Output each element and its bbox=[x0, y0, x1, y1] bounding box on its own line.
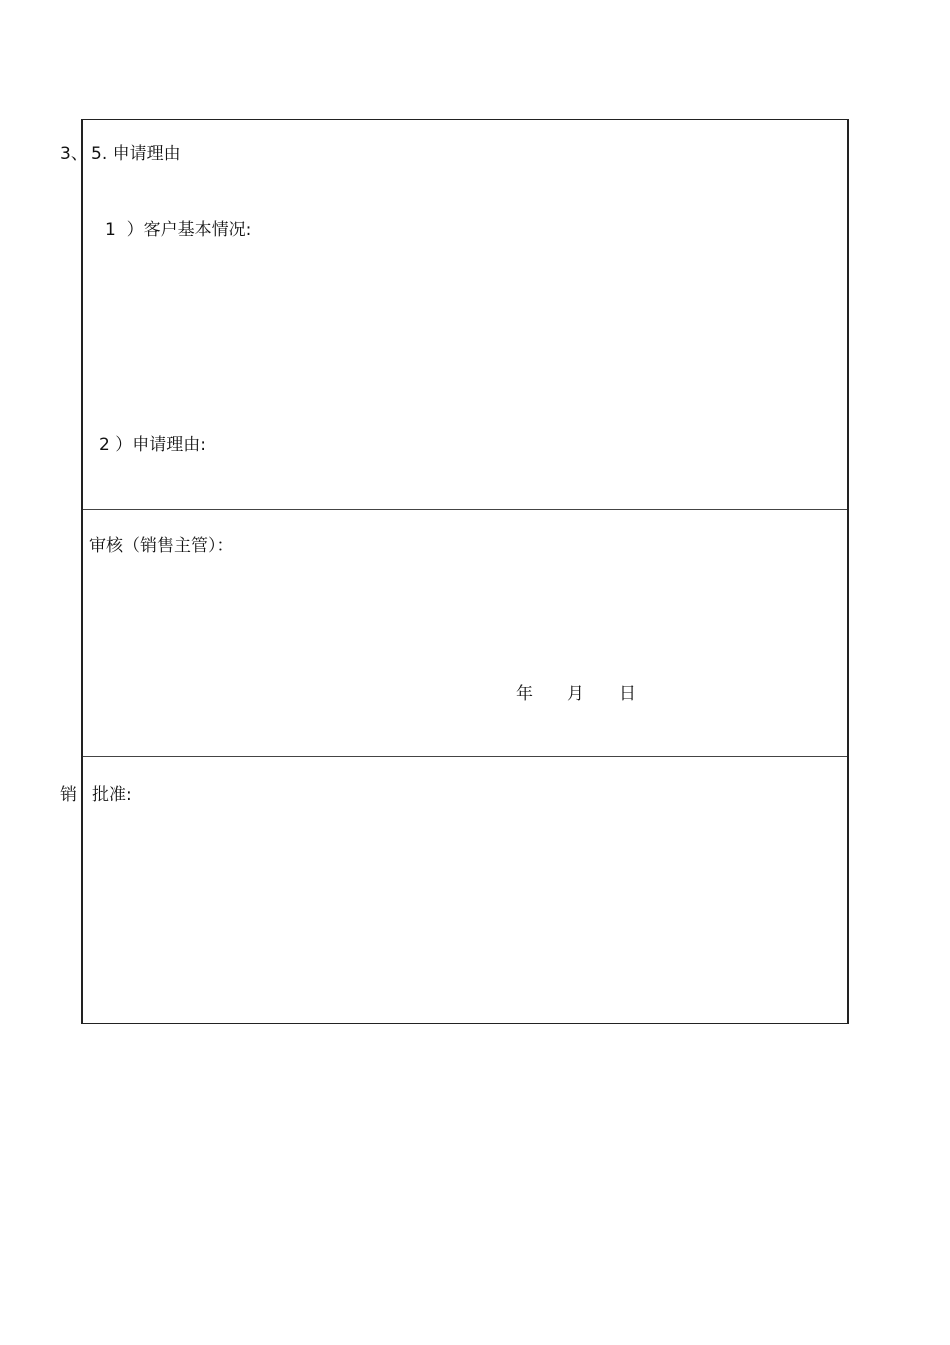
section-divider bbox=[83, 756, 847, 757]
side-label-top: 3、 bbox=[60, 144, 88, 164]
reason-title: 5. 申请理由 bbox=[91, 144, 181, 164]
reason-label: 2 ）申请理由: bbox=[99, 435, 206, 455]
date-month: 月 bbox=[567, 684, 584, 704]
date-day: 日 bbox=[619, 684, 636, 704]
section-divider bbox=[83, 509, 847, 510]
application-form bbox=[81, 119, 849, 1024]
side-label-bottom: 销 bbox=[60, 785, 77, 805]
customer-info-label: 1 ）客户基本情况: bbox=[105, 220, 252, 240]
date-year: 年 bbox=[516, 684, 533, 704]
approve-label: 批准: bbox=[92, 785, 132, 805]
review-label: 审核（销售主管）： bbox=[89, 536, 234, 556]
